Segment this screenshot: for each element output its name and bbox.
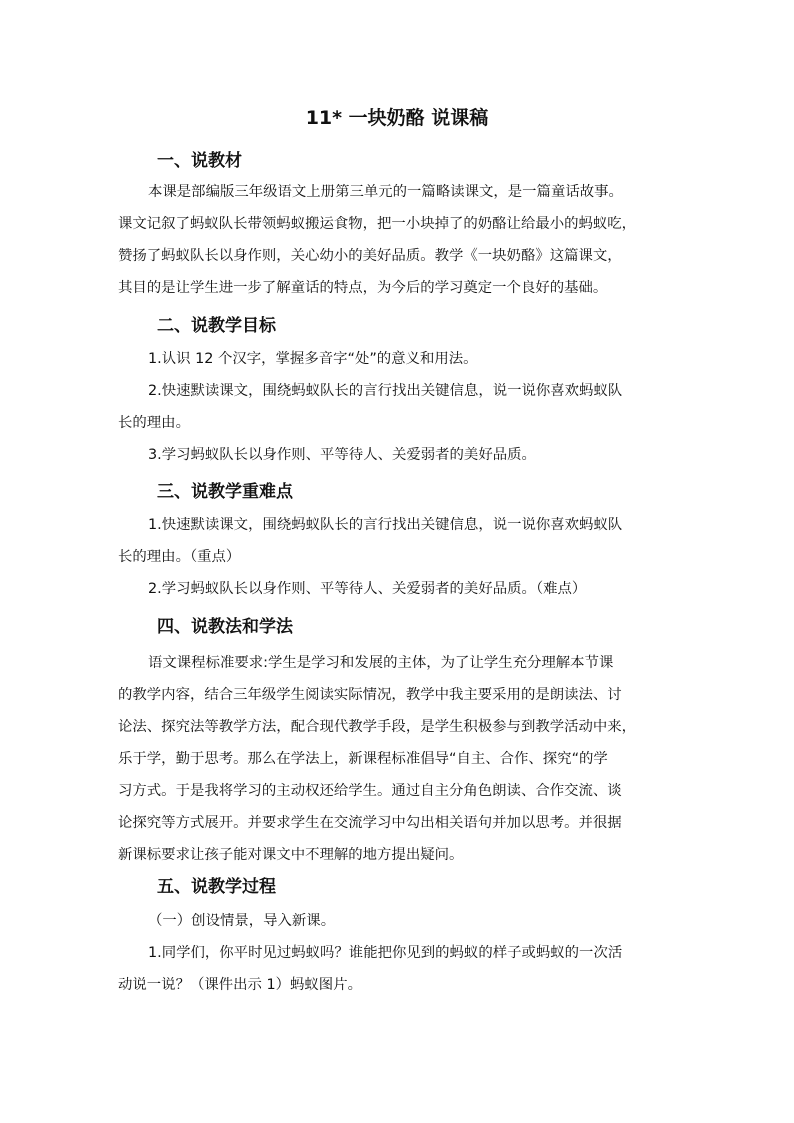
text-line: 课文记叙了蚂蚁队长带领蚂蚁搬运食物，把一小块掉了的奶酪让给最小的蚂蚁吃， (118, 216, 637, 232)
section-heading-goals: 二、说教学目标 (157, 316, 276, 336)
section-body-key-points (118, 509, 680, 605)
list-item-continuation: 动说一说？（课件出示 1）蚂蚁图片。 (118, 977, 362, 993)
text-line: 论法、探究法等教学方法，配合现代教学手段，是学生积极参与到教学活动中来， (118, 719, 637, 735)
list-item-continuation: 长的理由。（重点） (118, 549, 241, 565)
text-line: 的教学内容，结合三年级学生阅读实际情况，教学中我主要采用的是朗读法、讨 (118, 687, 622, 703)
text-line: 论探究等方式展开。并要求学生在交流学习中勾出相关语句并加以思考。并很据 (118, 815, 622, 831)
section-heading-methods: 四、说教法和学法 (157, 617, 293, 637)
text-line: 习方式。于是我将学习的主动权还给学生。通过自主分角色朗读、合作交流、谈 (118, 783, 622, 799)
section-body-textbook (118, 176, 680, 304)
list-item-continuation: 长的理由。 (118, 415, 190, 431)
text-line: 新课标要求让孩子能对课文中不理解的地方提出疑问。 (118, 847, 464, 863)
text-line: 本课是部编版三年级语文上册第三单元的一篇略读课文，是一篇童话故事。 (148, 184, 623, 200)
section-heading-process: 五、说教学过程 (157, 877, 276, 897)
section-body-process (118, 905, 680, 1001)
text-line: 其目的是让学生进一步了解童话的特点，为今后的学习奠定一个良好的基础。 (118, 280, 608, 296)
text-line: 语文课程标准要求:学生是学习和发展的主体，为了让学生充分理解本节课 (148, 655, 614, 671)
text-line: 乐于学，勤于思考。那么在学法上，新课程标准倡导“自主、合作、探究“的学 (118, 751, 608, 767)
section-heading-textbook: 一、说教材 (157, 151, 242, 171)
list-item: 2.快速默读课文，围绕蚂蚁队长的言行找出关键信息，说一说你喜欢蚂蚁队 (148, 383, 623, 399)
document-title: 11* 一块奶酪 说课稿 (305, 107, 489, 129)
list-item: 3.学习蚂蚁队长以身作则、平等待人、关爱弱者的美好品质。 (148, 447, 536, 463)
list-item: （一）创设情景，导入新课。 (148, 913, 336, 929)
text-line: 赞扬了蚂蚁队长以身作则，关心幼小的美好品质。教学《一块奶酪》这篇课文， (118, 248, 622, 264)
list-item: 1.同学们，你平时见过蚂蚁吗？谁能把你见到的蚂蚁的样子或蚂蚁的一次活 (148, 945, 623, 961)
section-body-methods (118, 647, 680, 871)
section-heading-key-points: 三、说教学重难点 (157, 482, 293, 502)
list-item: 1.快速默读课文，围绕蚂蚁队长的言行找出关键信息，说一说你喜欢蚂蚁队 (148, 517, 623, 533)
list-item: 1.认识 12 个汉字，掌握多音字“处”的意义和用法。 (148, 351, 478, 367)
list-item: 2.学习蚂蚁队长以身作则、平等待人、关爱弱者的美好品质。（难点） (148, 581, 587, 597)
section-body-goals (118, 343, 680, 471)
